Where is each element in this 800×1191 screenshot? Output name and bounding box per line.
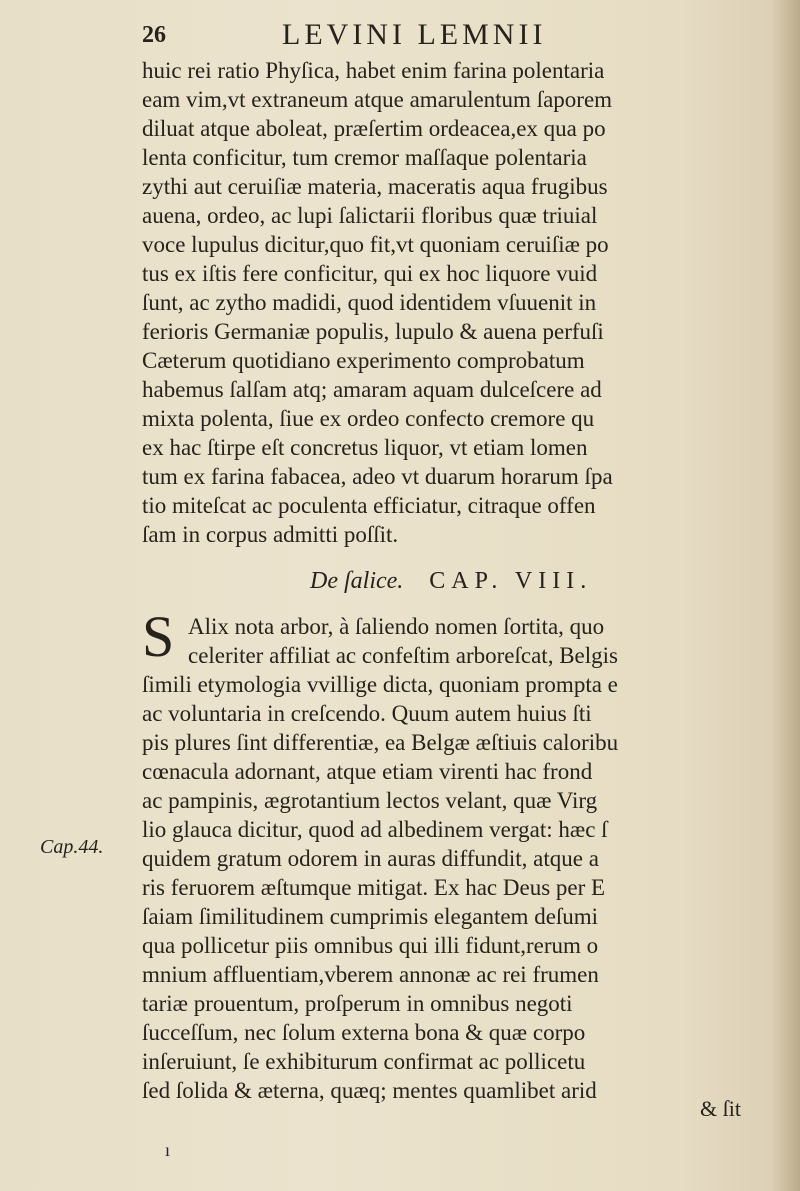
text-line: celeriter affiliat ac confeſtim arboreſcat, Belgis (188, 643, 618, 668)
text-line: tus ex iſtis fere conficitur, qui ex hoc liquore vuid (142, 261, 598, 286)
text-line: tio miteſcat ac poculenta efficiatur, citraque offen (142, 493, 596, 518)
text-line: cœnacula adornant, atque etiam virenti hac frond (142, 759, 593, 784)
text-line: ſed ſolida & æterna, quæq; mentes quamlibet arid (142, 1078, 597, 1103)
text-line: tum ex farina fabacea, adeo vt duarum horarum ſpa (142, 464, 613, 489)
text-line: voce lupulus dicitur,quo fit,vt quoniam ceruiſiæ po (142, 232, 609, 257)
page-gutter (770, 0, 800, 1191)
chapter-number: CAP. VIII. (429, 568, 593, 594)
text-line: ſucceſſum, nec ſolum externa bona & quæ corpo (142, 1020, 586, 1045)
text-line: huic rei ratio Phyſica, habet enim farina polentaria (142, 58, 605, 83)
text-line: ris feruorem æſtumque mitigat. Ex hac Deus per E (142, 875, 606, 900)
text-line: Cæterum quotidiano experimento comprobatum (142, 348, 585, 373)
text-line: ſam in corpus admitti poſſit. (142, 522, 399, 547)
text-line: habemus ſalſam atq; amaram aquam dulceſcere ad (142, 377, 602, 402)
text-line: lenta conficitur, tum cremor maſſaque polentaria (142, 145, 587, 170)
text-line: ex hac ſtirpe eſt concretus liquor, vt etiam lomen (142, 435, 588, 460)
text-line: ſaiam ſimilitudinem cumprimis elegantem deſumi (142, 904, 599, 929)
signature-mark: ı (165, 1140, 171, 1160)
text-line: qua pollicetur piis omnibus qui illi fidunt,rerum o (142, 933, 599, 958)
chapter-subject: De ſalice. (310, 568, 404, 594)
text-line: ſunt, ac zytho madidi, quod identidem vſuuenit in (142, 290, 597, 315)
page-number: 26 (142, 22, 166, 48)
running-head: LEVINI LEMNII (282, 18, 547, 51)
margin-note: Cap.44. (40, 836, 104, 858)
text-line: ferioris Germaniæ populis, lupulo & auena perfuſi (142, 319, 604, 344)
text-line: ſimili etymologia vvillige dicta, quoniam prompta e (142, 672, 618, 697)
text-line: diluat atque aboleat, præſertim ordeacea,ex qua po (142, 116, 606, 141)
text-line: lio glauca dicitur, quod ad albedinem vergat: hæc ſ (142, 817, 608, 842)
text-line: auena, ordeo, ac lupi ſalictarii floribus quæ triuial (142, 203, 598, 228)
page-header (142, 18, 762, 56)
text-line: pis plures ſint differentiæ, ea Belgæ æſtiuis caloribu (142, 730, 619, 755)
text-line: ac pampinis, ægrotantium lectos velant, quæ Virg (142, 788, 598, 813)
text-line: ac voluntaria in creſcendo. Quum autem huius ſti (142, 701, 592, 726)
text-line: eam vim,vt extraneum atque amarulentum ſaporem (142, 87, 613, 112)
text-line: zythi aut ceruiſiæ materia, maceratis aqua frugibus (142, 174, 608, 199)
chapter-heading (310, 568, 592, 595)
text-line: mnium affluentiam,vberem annonæ ac rei frumen (142, 962, 599, 987)
text-line: mixta polenta, ſiue ex ordeo confecto cremore qu (142, 406, 595, 431)
catchword: & ſit (700, 1096, 741, 1121)
drop-cap: S (142, 604, 175, 669)
text-line: quidem gratum odorem in auras diffundit, atque a (142, 846, 599, 871)
text-line: inſeruiunt, ſe exhibiturum confirmat ac pollicetu (142, 1049, 586, 1074)
text-line: Alix nota arbor, à ſaliendo nomen ſortita, quo (188, 614, 605, 639)
text-line: tariæ prouentum, proſperum in omnibus negoti (142, 991, 573, 1016)
